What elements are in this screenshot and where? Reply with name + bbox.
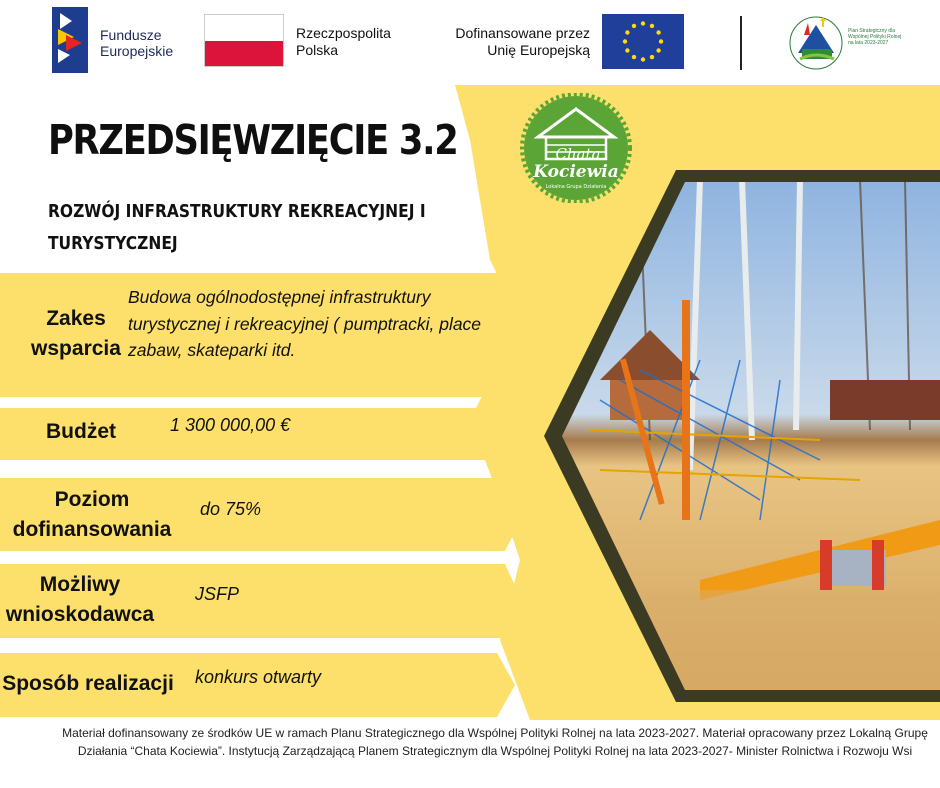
page-title: PRZEDSIĘWZIĘCIE 3.2	[48, 116, 458, 164]
row-label-sposob-realizacji: Sposób realizacji	[2, 672, 174, 695]
row-label-budzet: Budżet	[46, 420, 116, 443]
row-value-mozliwy-wnioskodawca: JSFP	[195, 584, 240, 604]
fundusze-europejskie-text: Fundusze Europejskie	[100, 27, 174, 59]
row-label-poziom-dofinansowania: Poziom dofinansowania	[12, 488, 172, 541]
eu-funding-text: Dofinansowane przez Unię Europejską	[455, 25, 590, 58]
svg-text:Chata: Chata	[555, 145, 601, 163]
row-value-budzet: 1 300 000,00 €	[170, 415, 291, 435]
plan-strategiczny-text: Plan Strategiczny dla Wspólnej Polityki Rolnej na lata 2023-2027	[848, 28, 902, 46]
page-subtitle: ROZWÓJ INFRASTRUKTURY REKREACYJNEJ I TURYSTYCZNEJ	[48, 201, 426, 254]
row-value-poziom-dofinansowania: do 75%	[200, 499, 262, 519]
row-value-zakres-wsparcia: Budowa ogólnodostępnej infrastruktury turystycznej i rekreacyjnej ( pumptracki, place zabaw, skateparki itd.	[128, 287, 482, 360]
svg-text:Kociewia: Kociewia	[533, 162, 619, 182]
row-label-mozliwy-wnioskodawca: Możliwy wnioskodawca	[5, 573, 155, 626]
chata-kociewia-logo	[520, 93, 632, 203]
row-label-zakres-wsparcia: Zakes wsparcia	[31, 307, 121, 360]
footer-disclaimer: Materiał dofinansowany ze środków UE w ramach Planu Strategicznego dla Wspólnej Polityki Rolnej na lata 2023-2027. Materiał opracowany przez Lokalną Grupę Działania “Chata Kociewia”. Instytucją Zarządzającą Planem Strategicznym dla Wspólnej Polityki Rolnej na lata 2023-2027- Minister Rolnictwa i Rozwoju Wsi	[62, 726, 928, 758]
row-value-sposob-realizacji: konkurs otwarty	[195, 667, 322, 687]
svg-text:Lokalna Grupa Działania: Lokalna Grupa Działania	[545, 184, 607, 190]
rzeczpospolita-polska-text: Rzeczpospolita Polska	[296, 25, 391, 58]
